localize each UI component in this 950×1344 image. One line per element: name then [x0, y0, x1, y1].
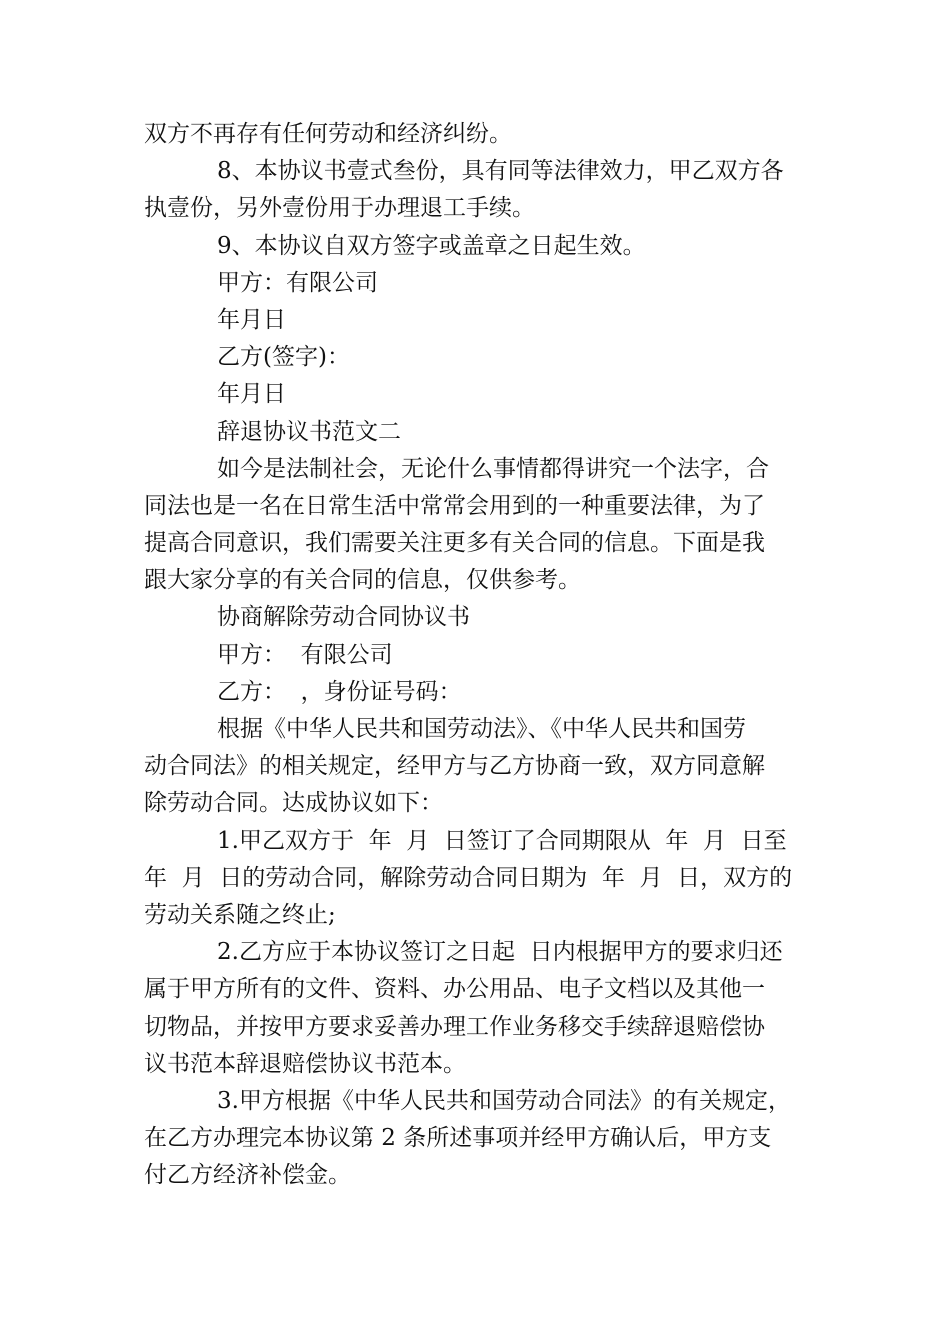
clause-1: 1.甲乙双方于 年 月 日签订了合同期限从 年 月 日至: [217, 827, 787, 854]
signature-date: 年月日: [217, 381, 286, 408]
text-line: 付乙方经济补偿金。: [144, 1162, 351, 1189]
document-page: [144, 116, 806, 1194]
text-line: 年 月 日的劳动合同，解除劳动合同日期为 年 月 日，双方的: [144, 864, 793, 891]
agreement-title: 协商解除劳动合同协议书: [217, 604, 470, 631]
text-line: 动合同法》的相关规定，经甲方与乙方协商一致，双方同意解: [144, 753, 765, 780]
text-line: 在乙方办理完本协议第 2 条所述事项并经甲方确认后，甲方支: [144, 1125, 772, 1152]
text-line: 执壹份，另外壹份用于办理退工手续。: [144, 195, 535, 222]
text-line: 切物品，并按甲方要求妥善办理工作业务移交手续辞退赔偿协: [144, 1013, 765, 1040]
text-line: 根据《中华人民共和国劳动法》、《中华人民共和国劳: [217, 716, 746, 742]
section-heading: 辞退协议书范文二: [217, 418, 401, 445]
text-line: 双方不再存有任何劳动和经济纠纷。: [144, 121, 512, 147]
signature-party-b: 乙方(签字)：: [217, 344, 350, 371]
text-line: 提高合同意识，我们需要关注更多有关合同的信息。下面是我: [144, 530, 765, 557]
signature-date: 年月日: [217, 306, 286, 333]
party-a-line: 甲方： 有限公司: [217, 641, 393, 668]
signature-party-a: 甲方：有限公司: [217, 269, 378, 296]
text-line: 除劳动合同。达成协议如下：: [144, 790, 443, 817]
clause-2: 2.乙方应于本协议签订之日起 日内根据甲方的要求归还: [217, 939, 783, 966]
text-line: 劳动关系随之终止;: [144, 901, 336, 928]
text-line: 9、本协议自双方签字或盖章之日起生效。: [217, 232, 646, 259]
text-line: 8、本协议书壹式叁份，具有同等法律效力，甲乙双方各: [217, 158, 784, 185]
text-line: 跟大家分享的有关合同的信息，仅供参考。: [144, 567, 581, 594]
party-b-line: 乙方： ，身份证号码：: [217, 678, 462, 705]
text-line: 如今是法制社会，无论什么事情都得讲究一个法字，合: [217, 455, 769, 482]
clause-3: 3.甲方根据《中华人民共和国劳动合同法》的有关规定，: [217, 1087, 791, 1114]
text-line: 同法也是一名在日常生活中常常会用到的一种重要法律，为了: [144, 492, 765, 519]
text-line: 议书范本辞退赔偿协议书范本。: [144, 1050, 466, 1077]
text-line: 属于甲方所有的文件、资料、办公用品、电子文档以及其他一: [144, 976, 765, 1003]
